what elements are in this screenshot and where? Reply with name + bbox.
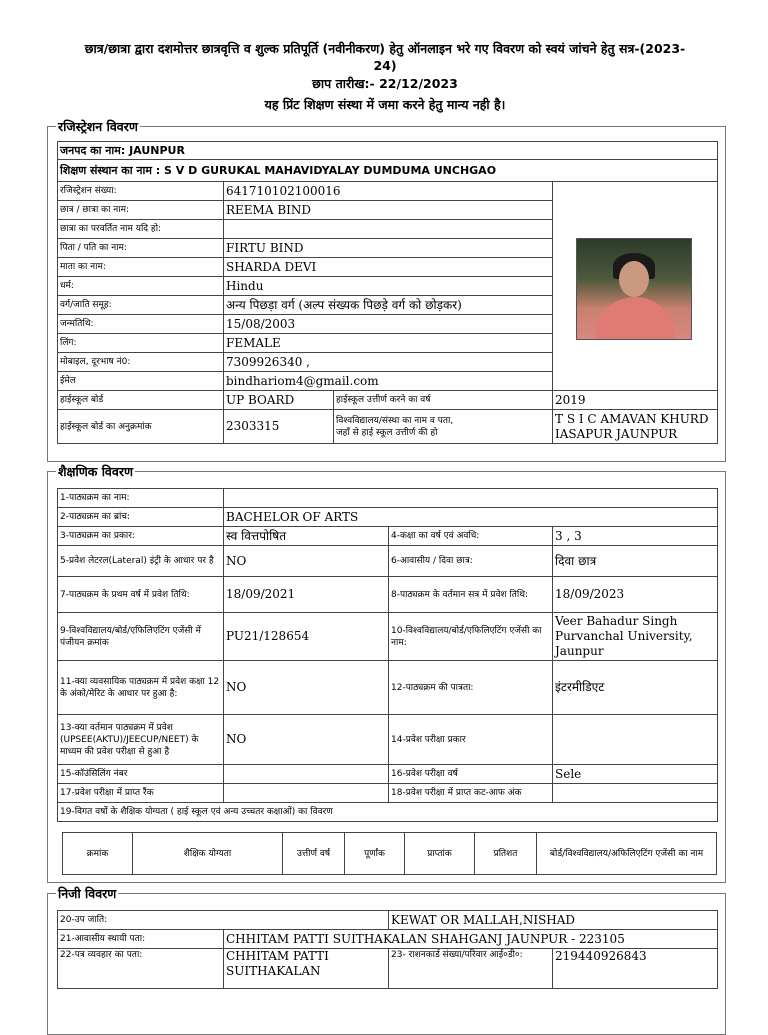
dob-value: 15/08/2003	[224, 315, 553, 334]
field-label: 5-प्रवेश लेटरल(Lateral) इंट्री के आधार पर है	[58, 546, 224, 577]
email-value: bindhariom4@gmail.com	[224, 372, 553, 391]
field-label: मोबाइल, दूरभाष नं0:	[58, 353, 224, 372]
table-row	[58, 803, 718, 822]
residential-status-value: दिवा छात्र	[553, 546, 718, 577]
counselling-number-value	[224, 765, 389, 784]
district-name: जनपद का नाम: JAUNPUR	[58, 142, 718, 160]
university-registration-value: PU21/128654	[224, 613, 389, 661]
column-header: प्राप्तांक	[405, 833, 475, 875]
table-row	[58, 715, 718, 765]
table-row	[58, 784, 718, 803]
academic-legend: शैक्षणिक विवरण	[58, 464, 133, 479]
pass-year-value: 2019	[553, 391, 718, 410]
mobile-value: 7309926340 ,	[224, 353, 553, 372]
course-branch-value: BACHELOR OF ARTS	[224, 508, 718, 527]
field-label: 8-पाठ्यक्रम के वर्तमान सत्र में प्रवेश तिथि:	[389, 577, 553, 613]
school-address-value: IASAPUR JAUNPUR	[555, 426, 678, 441]
table-row	[58, 489, 718, 508]
education-history-heading: 19-विगत वर्षो के शैक्षिक योग्यता ( हाई स्कूल एवं अन्य उच्चतर कक्षाओं) का विवरण	[58, 803, 718, 822]
field-label: 18-प्रवेश परीक्षा में प्राप्त कट-आफ अंक	[389, 784, 553, 803]
student-photo	[576, 238, 692, 340]
table-row	[58, 949, 718, 989]
school-name-value: T S I C AMAVAN KHURD	[555, 411, 709, 426]
father-name-value: FIRTU BIND	[224, 239, 553, 258]
field-label: पिता / पति का नाम:	[58, 239, 224, 258]
education-history-table	[62, 832, 717, 875]
field-label: विश्वविद्यालय/संस्था का नाम व पता,	[336, 415, 454, 426]
registration-number-value: 641710102100016	[224, 182, 553, 201]
permanent-address-value: CHHITAM PATTI SUITHAKALAN SHAHGANJ JAUNPUR - 223105	[224, 930, 718, 949]
table-row	[58, 508, 718, 527]
institution-name: शिक्षण संस्थान का नाम : S V D GURUKAL MAHAVIDYALAY DUMDUMA UNCHGAO	[58, 160, 718, 182]
first-year-admission-value: 18/09/2021	[224, 577, 389, 613]
university-name-value: Veer Bahadur Singh Purvanchal University, Jaunpur	[553, 613, 718, 661]
gender-value: FEMALE	[224, 334, 553, 353]
field-label: 16-प्रवेश परीक्षा वर्ष	[389, 765, 553, 784]
table-row	[58, 613, 718, 661]
course-eligibility-value: इंटरमीडिएट	[553, 661, 718, 715]
field-label: जहाँ से हाई स्कूल उत्तीर्ण की हो	[336, 427, 438, 438]
column-header: प्रतिशत	[475, 833, 537, 875]
print-date: छाप तारीख:- 22/12/2023	[312, 76, 458, 91]
field-label: ईमेल	[58, 372, 224, 391]
column-header: शैक्षिक योग्यता	[133, 833, 283, 875]
mother-name-value: SHARDA DEVI	[224, 258, 553, 277]
sub-caste-value: KEWAT OR MALLAH,NISHAD	[389, 911, 718, 930]
field-label: हाईस्कूल उत्तीर्ण करने का वर्ष	[334, 391, 553, 410]
column-header: पूर्णांक	[345, 833, 405, 875]
entrance-exam-type-value	[553, 715, 718, 765]
lateral-entry-value: NO	[224, 546, 389, 577]
field-label: 2-पाठ्यक्रम का ब्रांच:	[58, 508, 224, 527]
table-row	[58, 182, 718, 201]
table-row	[58, 930, 718, 949]
field-label: वर्ग/जाति समूह:	[58, 296, 224, 315]
caste-group-value: अन्य पिछड़ा वर्ग (अल्प संख्यक पिछड़े वर्ग को छोड़कर)	[224, 296, 553, 315]
field-label: धर्म:	[58, 277, 224, 296]
entrance-exam-year-value: Sele	[553, 765, 718, 784]
field-label: 14-प्रवेश परीक्षा प्रकार	[389, 715, 553, 765]
field-label: 10-विश्वविद्यालय/बोर्ड/एफिलिएटिंग एजेंसी का नाम:	[389, 613, 553, 661]
field-label: 9-विश्वविद्यालय/बोर्ड/एफिलिएटिंग एजेंसी में पंजीयन क्रमांक	[58, 613, 224, 661]
field-label: रजिस्ट्रेशन संख्या:	[58, 182, 224, 201]
field-label: 23- राशनकार्ड संख्या/परिवार आई०डी०:	[389, 949, 553, 989]
field-label: लिंग:	[58, 334, 224, 353]
table-row	[58, 391, 718, 410]
table-row	[58, 911, 718, 930]
field-label: माता का नाम:	[58, 258, 224, 277]
field-label: हाईस्कूल बोर्ड का अनुक्रमांक	[58, 410, 224, 444]
table-row	[58, 765, 718, 784]
registration-legend: रजिस्ट्रेशन विवरण	[58, 119, 138, 134]
table-row	[58, 661, 718, 715]
column-header: बोर्ड/विश्वविद्यालय/अफिलिएटिंग एजेंसी का नाम	[537, 833, 717, 875]
field-label: जन्मतिथि:	[58, 315, 224, 334]
table-row	[58, 410, 718, 444]
header-title: छात्र/छात्रा द्वारा दशमोत्तर छात्रवृत्ति व शुल्क प्रतिपूर्ति (नवीनीकरण) हेतु ऑनलाइन भरे गए विवरण को स्वयं जांचने हेतु सत्र-(2023-	[84, 41, 686, 56]
field-label: 15-कॉउंसिलिंग नंबर	[58, 765, 224, 784]
column-header: क्रमांक	[63, 833, 133, 875]
field-label: 13-क्या वर्तमान पाठ्यक्रम में प्रवेश (UPSEE(AKTU)/JEECUP/NEET) के माध्यम की प्रवेश परीक्षा से हुआ है	[58, 715, 224, 765]
cutoff-marks-value	[553, 784, 718, 803]
course-type-value: स्व वित्तपोषित	[224, 527, 389, 546]
field-label: छात्रा का परवर्तित नाम यदि हो:	[58, 220, 224, 239]
field-label: 6-आवासीय / दिवा छात्र:	[389, 546, 553, 577]
personal-table	[57, 910, 718, 989]
field-label: 17-प्रवेश परीक्षा में प्राप्त रैंक	[58, 784, 224, 803]
field-label: छात्र / छात्रा का नाम:	[58, 201, 224, 220]
ration-card-value: 219440926843	[553, 949, 718, 989]
table-header-row	[63, 833, 717, 875]
entrance-admission-value: NO	[224, 715, 389, 765]
field-label: 4-कक्षा का वर्ष एवं अवधि:	[389, 527, 553, 546]
table-row	[58, 527, 718, 546]
changed-name-value	[224, 220, 553, 239]
entrance-rank-value	[224, 784, 389, 803]
current-session-admission-value: 18/09/2023	[553, 577, 718, 613]
field-label: 12-पाठ्यक्रम की पात्रता:	[389, 661, 553, 715]
validity-note: यह प्रिंट शिक्षण संस्था में जमा करने हेतु मान्य नही है।	[264, 97, 506, 112]
personal-legend: निजी विवरण	[58, 886, 117, 901]
table-row	[58, 577, 718, 613]
field-label: 11-क्या व्यवसायिक पाठ्यक्रम में प्रवेश कक्षा 12 के अंको/मेरिट के आधार पर हुआ है:	[58, 661, 224, 715]
field-label: हाईस्कूल बोर्ड	[58, 391, 224, 410]
roll-number-value: 2303315	[224, 410, 334, 444]
religion-value: Hindu	[224, 277, 553, 296]
board-value: UP BOARD	[224, 391, 334, 410]
academic-table	[57, 488, 718, 822]
table-row	[58, 546, 718, 577]
field-label: 1-पाठ्यक्रम का नाम:	[58, 489, 224, 508]
field-label: 22-पत्र व्यवहार का पता:	[58, 949, 224, 989]
field-label: 3-पाठ्यक्रम का प्रकार:	[58, 527, 224, 546]
field-label: 20-उप जाति:	[58, 911, 389, 930]
correspondence-address-value: CHHITAM PATTI SUITHAKALAN	[224, 949, 389, 989]
column-header: उत्तीर्ण वर्ष	[283, 833, 345, 875]
header-title-continued: 24)	[373, 58, 397, 73]
merit-admission-value: NO	[224, 661, 389, 715]
field-label: 21-आवासीय स्थायी पता:	[58, 930, 224, 949]
class-year-value: 3 , 3	[553, 527, 718, 546]
course-name-value	[224, 489, 718, 508]
field-label: 7-पाठ्यक्रम के प्रथम वर्ष में प्रवेश तिथि:	[58, 577, 224, 613]
student-name-value: REEMA BIND	[224, 201, 553, 220]
